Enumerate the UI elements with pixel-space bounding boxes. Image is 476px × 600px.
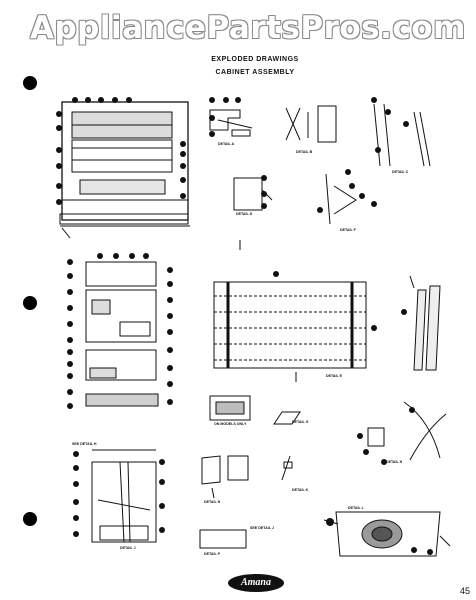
detail-l-label: DETAIL L <box>348 506 364 510</box>
detail-b-label: DETAIL B <box>296 150 313 154</box>
detail-n-label: DETAIL N <box>204 500 221 504</box>
detail-k-drawing <box>282 456 292 480</box>
detail-c-label: DETAIL C <box>392 170 409 174</box>
callout-bubbles-door <box>73 451 165 537</box>
detail-h-label: DETAIL H <box>386 460 403 464</box>
see-detail-j-label: SEE DETAIL J <box>250 526 274 530</box>
detail-a-drawing <box>210 110 252 136</box>
detail-e-label: DETAIL E <box>326 374 343 378</box>
detail-d-label: DETAIL D <box>236 212 253 216</box>
detail-g-label: DETAIL G <box>292 420 309 424</box>
detail-n-drawing <box>202 456 248 498</box>
detail-f-right-drawing <box>410 276 440 370</box>
detail-c-drawing <box>374 104 430 166</box>
header-subtitle: CABINET ASSEMBLY <box>215 69 295 76</box>
on-models-only-label: ON MODELS ONLY <box>214 422 247 426</box>
liner-assembly-view <box>86 262 158 406</box>
detail-p-label: DETAIL P <box>204 552 221 556</box>
amana-logo: Amana <box>228 574 284 592</box>
page-number: 45 <box>459 586 470 596</box>
detail-f-drawing <box>326 174 356 224</box>
detail-j-label: DETAIL J <box>120 546 136 550</box>
watermark-text: AppliancePartsPros.com <box>30 10 466 46</box>
detail-b-drawing <box>286 106 336 142</box>
door-assembly-view <box>92 450 156 542</box>
detail-h-right-drawing <box>368 402 446 460</box>
on-models-only-drawing <box>210 396 250 420</box>
detail-p-drawing <box>200 530 246 548</box>
detail-e-drawing <box>214 240 366 382</box>
detail-k-label: DETAIL K <box>292 488 309 492</box>
see-detail-h-label: SEE DETAIL H <box>72 442 97 446</box>
detail-a-label: DETAIL A <box>218 142 235 146</box>
header-title: EXPLODED DRAWINGS <box>211 56 299 63</box>
cabinet-main-view <box>60 102 190 238</box>
detail-f-label: DETAIL F <box>340 228 356 232</box>
